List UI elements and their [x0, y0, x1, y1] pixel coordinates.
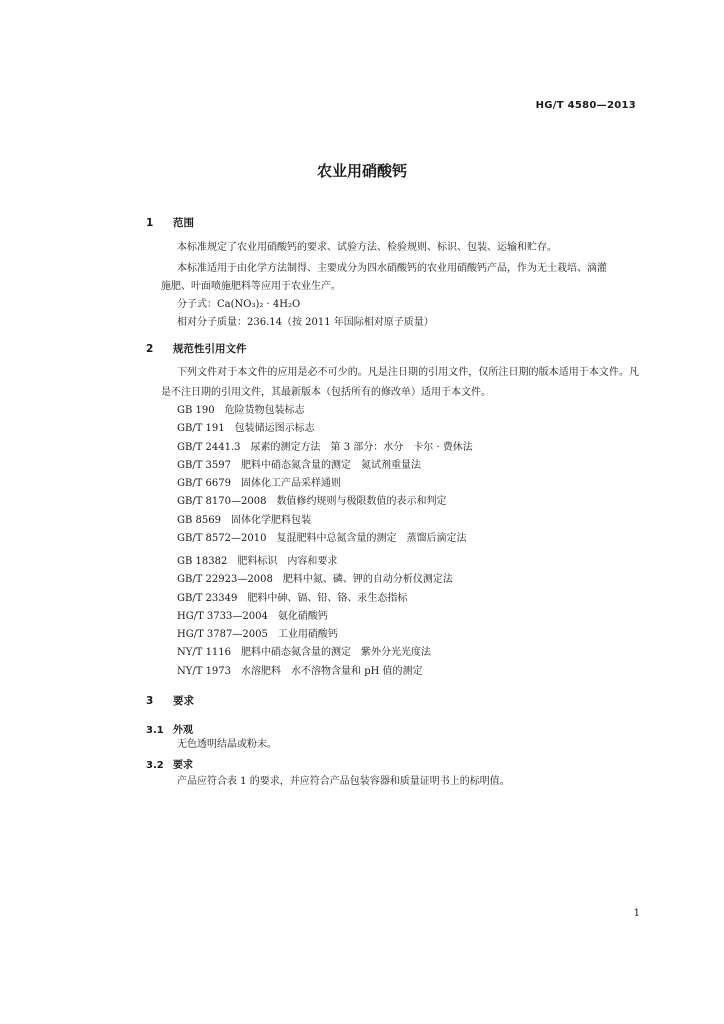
references-intro: 下列文件对于本文件的应用是必不可少的。凡是注日期的引用文件，仅所注日期的版本适用于本文件。凡是不注日期的引用文件，其最新版本（包括所有的修改单）适用于本文件。	[161, 367, 639, 398]
reference-item	[177, 475, 473, 493]
reference-item	[177, 553, 453, 571]
reference-code: GB/T 23349	[177, 592, 238, 604]
reference-title: 工业用硝酸钙	[277, 629, 338, 641]
molecular-formula: 分子式：Ca(NO₃)₂ · 4H₂O	[177, 299, 301, 310]
section-title: 要求	[173, 695, 194, 707]
subsection-3-1-heading	[146, 721, 193, 736]
reference-title: 固体化学肥料包装	[230, 514, 311, 526]
reference-code: GB/T 191	[177, 423, 225, 435]
section-1-heading	[146, 215, 194, 230]
reference-code: NY/T 1973	[177, 665, 232, 677]
section-2-heading	[146, 341, 247, 356]
reference-title: 尿素的测定方法 第 3 部分：水分 卡尔 · 费休法	[250, 441, 473, 453]
reference-title: 肥料中硝态氮含量的测定 氮试剂重量法	[241, 459, 422, 471]
reference-code: GB/T 22923—2008	[177, 574, 273, 586]
page-number: 1	[633, 908, 640, 919]
reference-title: 肥料中硝态氮含量的测定 紫外分光光度法	[241, 647, 432, 659]
reference-item	[177, 457, 473, 475]
reference-list	[177, 402, 473, 548]
reference-code: HG/T 3787—2005	[177, 629, 268, 641]
reference-item	[177, 439, 473, 457]
reference-item	[177, 493, 473, 511]
section-3-heading	[146, 693, 194, 708]
subsection-number: 3.2	[146, 760, 164, 771]
reference-title: 氨化硝酸钙	[277, 610, 328, 622]
section-number: 2	[146, 343, 154, 355]
reference-title: 危险货物包装标志	[224, 405, 305, 416]
reference-title: 肥料中砷、镉、铅、铬、汞生态指标	[247, 592, 408, 604]
reference-list	[177, 553, 453, 681]
reference-item	[177, 420, 473, 438]
scope-line: 本标准规定了农业用硝酸钙的要求、试验方法、检验规则、标识、包装、运输和贮存。	[177, 242, 557, 253]
reference-item	[177, 512, 473, 530]
subsection-title: 外观	[173, 725, 193, 736]
reference-code: GB/T 2441.3	[177, 441, 241, 453]
section-title: 规范性引用文件	[173, 343, 247, 355]
requirement-text: 产品应符合表 1 的要求，并应符合产品包装容器和质量证明书上的标明值。	[177, 776, 510, 787]
reference-code: GB 190	[177, 405, 215, 416]
section-title: 范围	[173, 217, 194, 229]
subsection-3-2-heading	[146, 756, 193, 771]
section-number: 3	[146, 695, 154, 707]
reference-item	[177, 590, 453, 608]
reference-item	[177, 663, 453, 681]
reference-code: GB 18382	[177, 556, 228, 567]
reference-title: 肥料中氮、磷、钾的自动分析仪测定法	[282, 574, 453, 586]
reference-item	[177, 608, 453, 626]
reference-code: GB/T 8170—2008	[177, 496, 267, 508]
reference-item	[177, 626, 453, 644]
document-title: 农业用硝酸钙	[316, 162, 407, 180]
reference-item	[177, 644, 453, 662]
reference-item	[177, 530, 473, 548]
reference-title: 数值修约规则与极限数值的表示和判定	[276, 496, 447, 508]
reference-item	[177, 402, 473, 420]
reference-title: 固体化工产品采样通则	[241, 478, 342, 490]
reference-code: GB/T 8572—2010	[177, 533, 267, 545]
reference-code: GB/T 3597	[177, 459, 232, 471]
standard-code: HG/T 4580—2013	[535, 100, 636, 111]
scope-line: 本标准适用于由化学方法制得、主要成分为四水硝酸钙的农业用硝酸钙产品，作为无土栽培、滴灌	[177, 263, 607, 274]
subsection-title: 要求	[173, 760, 193, 771]
reference-code: HG/T 3733—2004	[177, 610, 268, 622]
appearance-text: 无色透明结晶或粉末。	[177, 739, 277, 750]
reference-title: 复混肥料中总氮含量的测定 蒸馏后滴定法	[276, 533, 467, 545]
subsection-number: 3.1	[146, 725, 164, 736]
reference-code: GB/T 6679	[177, 478, 232, 490]
reference-code: NY/T 1116	[177, 647, 232, 659]
reference-code: GB 8569	[177, 514, 221, 526]
molecular-mass: 相对分子质量：236.14（按 2011 年国际相对原子质量）	[177, 317, 434, 328]
scope-line: 施肥、叶面喷施肥料等应用于农业生产。	[161, 281, 341, 292]
reference-item	[177, 571, 453, 589]
reference-title: 水溶肥料 水不溶物含量和 pH 值的测定	[241, 665, 423, 677]
reference-title: 包装储运图示标志	[234, 423, 315, 435]
section-number: 1	[146, 217, 154, 229]
reference-title: 肥料标识 内容和要求	[237, 556, 338, 567]
